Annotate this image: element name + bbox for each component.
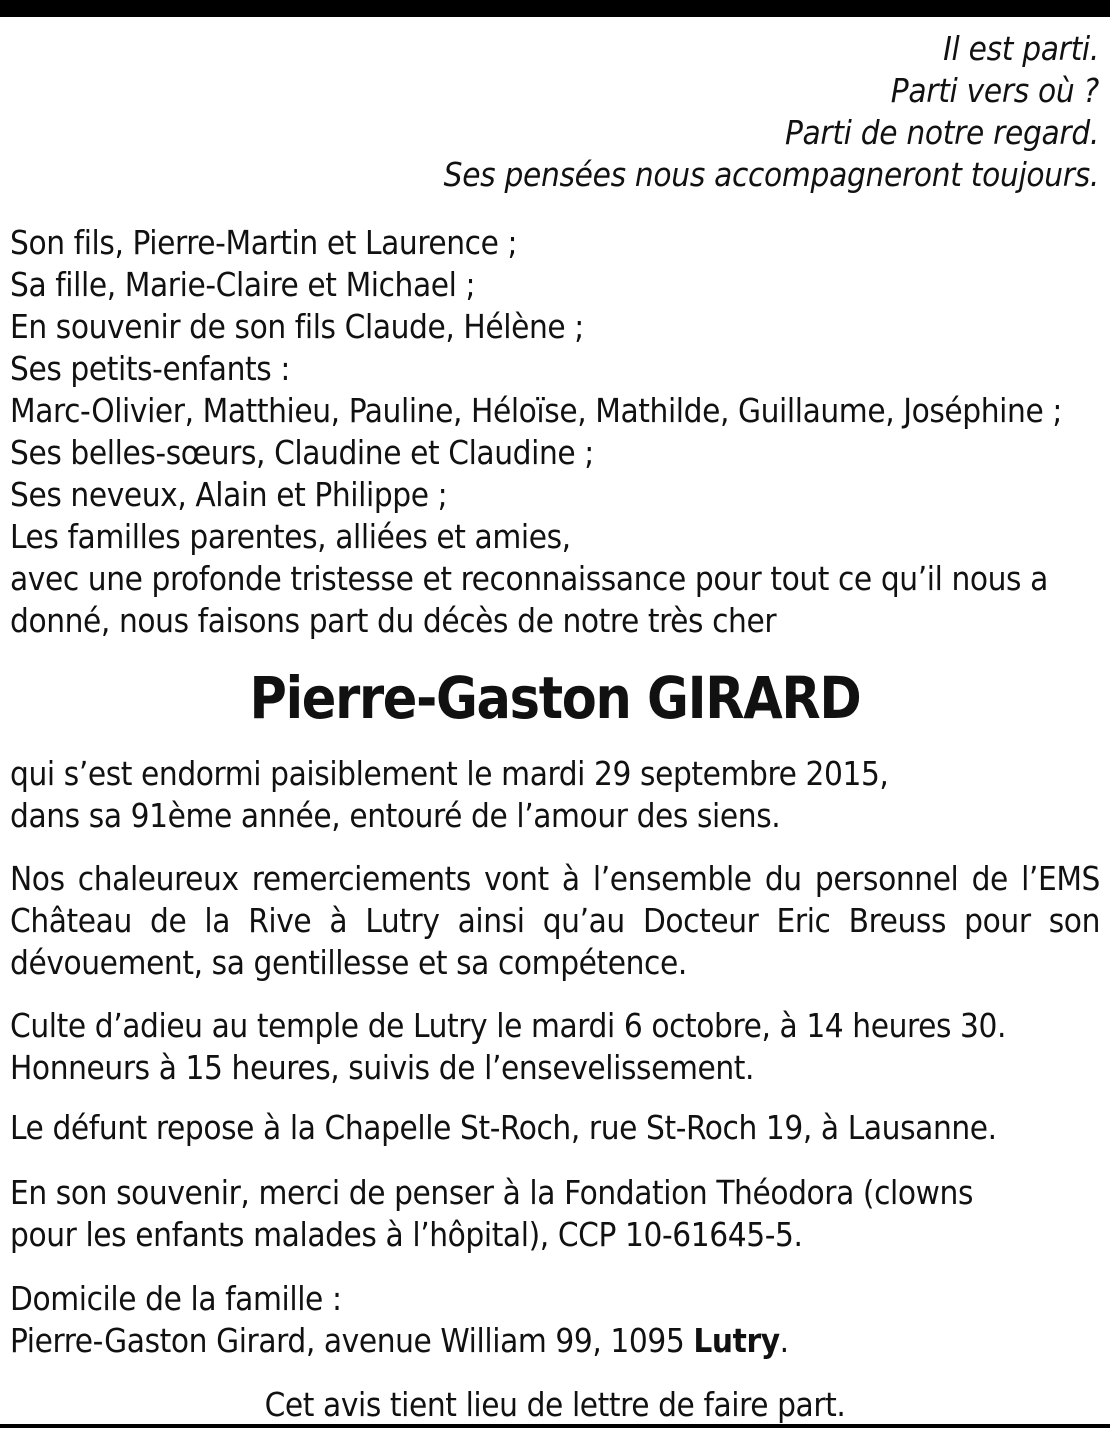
thanks-paragraph <box>10 858 1100 984</box>
poem-line: Ses pensées nous accompagneront toujours. <box>443 155 1099 194</box>
deceased-name: Pierre-Gaston GIRARD <box>249 664 861 732</box>
family-line: Ses neveux, Alain et Philippe ; <box>10 475 448 514</box>
donation-line: En son souvenir, merci de penser à la Fondation Théodora (clowns <box>10 1173 974 1212</box>
rest-line: Le défunt repose à la Chapelle St-Roch, rue St-Roch 19, à Lausanne. <box>10 1108 997 1147</box>
family-list <box>10 222 1100 642</box>
thanks-line: Château de la Rive à Lutry ainsi qu’au Docteur Eric Breuss pour son <box>10 901 1100 940</box>
address-label: Domicile de la famille : <box>10 1279 342 1318</box>
resting-place <box>10 1107 1100 1149</box>
poem-line: Il est parti. <box>943 29 1099 68</box>
donation-line: pour les enfants malades à l’hôpital), CCP 10-61645-5. <box>10 1215 803 1254</box>
death-line: qui s’est endormi paisiblement le mardi 29 septembre 2015, <box>10 754 889 793</box>
poem-line: Parti vers où ? <box>890 71 1099 110</box>
address-street: Pierre-Gaston Girard, avenue William 99, 1095 <box>10 1321 694 1360</box>
death-line: dans sa 91ème année, entouré de l’amour des siens. <box>10 796 781 835</box>
death-notice <box>10 753 1100 837</box>
top-border-rule <box>0 0 1110 17</box>
family-line: Son fils, Pierre-Martin et Laurence ; <box>10 223 518 262</box>
family-line: En souvenir de son fils Claude, Hélène ; <box>10 307 584 346</box>
thanks-line: dévouement, sa gentillesse et sa compétence. <box>10 943 687 982</box>
thanks-line: Nos chaleureux remerciements vont à l’ensemble du personnel de l’EMS <box>10 859 1100 898</box>
service-line: Honneurs à 15 heures, suivis de l’ensevelissement. <box>10 1048 755 1087</box>
family-line: Marc-Olivier, Matthieu, Pauline, Héloïse, Mathilde, Guillaume, Joséphine ; <box>10 391 1062 430</box>
closing-note: Cet avis tient lieu de lettre de faire part. <box>264 1385 846 1424</box>
family-line: Les familles parentes, alliées et amies, <box>10 517 571 556</box>
family-line: donné, nous faisons part du décès de notre très cher <box>10 601 777 640</box>
bottom-border-rule <box>0 1424 1110 1428</box>
family-line: Ses belles-sœurs, Claudine et Claudine ; <box>10 433 594 472</box>
donation-request <box>10 1172 1100 1256</box>
service-line: Culte d’adieu au temple de Lutry le mardi 6 octobre, à 14 heures 30. <box>10 1006 1007 1045</box>
family-line: Ses petits-enfants : <box>10 349 290 388</box>
family-line: Sa fille, Marie-Claire et Michael ; <box>10 265 476 304</box>
address-town: Lutry <box>693 1321 780 1360</box>
address-end: . <box>779 1321 789 1360</box>
funeral-service <box>10 1005 1100 1089</box>
address-line <box>10 1320 1100 1362</box>
family-line: avec une profonde tristesse et reconnaissance pour tout ce qu’il nous a <box>10 559 1048 598</box>
poem-line: Parti de notre regard. <box>784 113 1099 152</box>
epigraph-poem <box>9 28 1099 196</box>
family-address <box>10 1278 1100 1362</box>
